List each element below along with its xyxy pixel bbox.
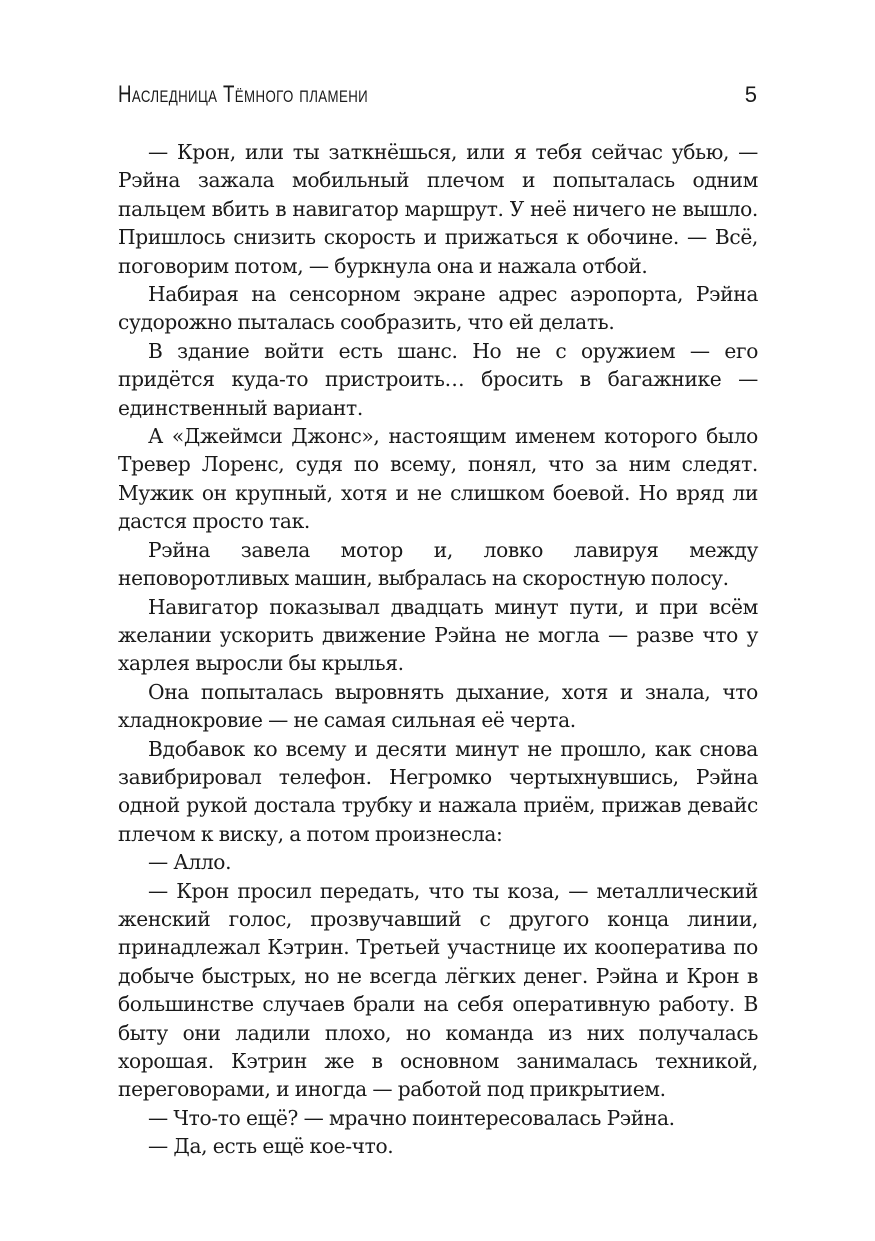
running-title: Наследница Тёмного пламени [118, 81, 369, 108]
paragraph: Рэйна завела мотор и, ловко лавируя между неповоротливых машин, выбралась на скоростную полосу. [118, 537, 758, 591]
paragraph: — Да, есть ещё кое-что. [148, 1134, 394, 1159]
page-header [118, 80, 757, 110]
paragraph: Набирая на сенсорном экране адрес аэропорта, Рэйна судорожно пыталась сообразить, что ей делать. [118, 282, 758, 335]
paragraph: Вдобавок ко всему и десяти минут не прошло, как снова завибрировал телефон. Негромко чертыхнувшись, Рэйна одной рукой достала трубку и нажала приём, прижав девайс плечом к виску, а потом произнесла: [118, 736, 758, 846]
page-number: 5 [744, 82, 757, 107]
paragraph: Навигатор показывал двадцать минут пути, и при всём желании ускорить движение Рэйна не могла — разве что у харлея выросли бы крылья. [118, 594, 758, 676]
paragraph: А «Джеймси Джонс», настоящим именем которого было Тревер Лоренс, судя по всему, понял, что за ним следят. Мужик он крупный, хотя и не слишком боевой. Но вряд ли дастся просто так. [118, 424, 758, 534]
paragraph: — Что-то ещё? — мрачно поинтересовалась Рэйна. [148, 1105, 675, 1130]
paragraph: — Алло. [148, 850, 232, 875]
paragraph: В здание войти есть шанс. Но не с оружием — его придётся куда-то пристроить… бросить в багажнике — единственный вариант. [118, 338, 758, 420]
paragraph: Она попыталась выровнять дыхание, хотя и знала, что хладнокровие — не самая сильная её черта. [118, 679, 758, 733]
paragraph: — Крон просил передать, что ты коза, — металлический женский голос, прозвучавший с другого конца линии, принадлежал Кэтрин. Третьей участнице их кооператива по добыче быстрых, но не всегда лёгких денег. Рэйна и Крон в большинстве случаев брали на себя оперативную работу. В быту они ладили плохо, но команда из них получалась хорошая. Кэтрин же в основном занималась техникой, переговорами, и иногда — работой под прикрытием. [118, 878, 758, 1102]
text-body [118, 138, 758, 1161]
paragraph: — Крон, или ты заткнёшься, или я тебя сейчас убью, — Рэйна зажала мобильный плечом и попыталась одним пальцем вбить в навигатор маршрут. У неё ничего не вышло. Пришлось снизить скорость и прижаться к обочине. — Всё, поговорим потом, — буркнула она и нажала отбой. [118, 140, 758, 278]
